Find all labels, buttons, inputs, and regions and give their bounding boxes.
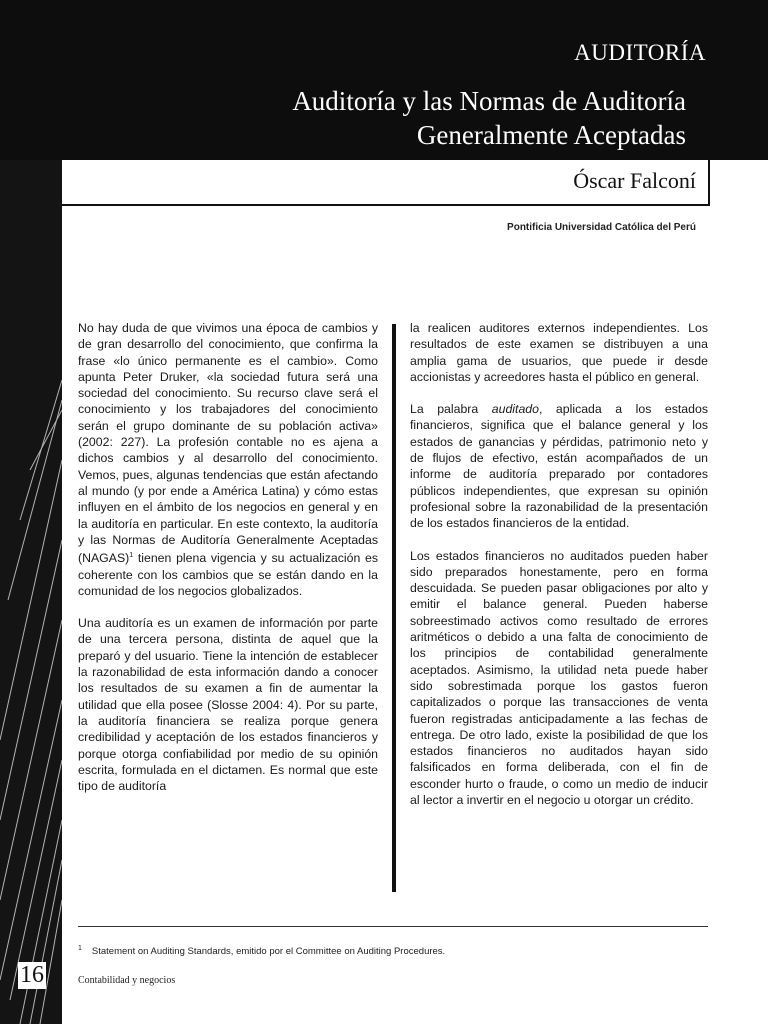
paragraph-text: La palabra bbox=[410, 402, 492, 417]
footnote-reference: 1 bbox=[129, 552, 134, 560]
paragraph-text: tienen plena vigencia y su actualización es coherente con los cambios que se están dando en la comunidad de los negocios globalizados. bbox=[78, 551, 378, 598]
title-line-2: Generalmente Aceptadas bbox=[416, 120, 686, 150]
left-column bbox=[78, 320, 378, 810]
header-band bbox=[0, 0, 768, 160]
footnote-text: Statement on Auditing Standards, emitido por el Committee on Auditing Procedures. bbox=[91, 946, 446, 958]
footnote-mark: 1 bbox=[78, 945, 82, 952]
author-box bbox=[62, 160, 710, 206]
paragraph bbox=[410, 401, 708, 531]
article-title bbox=[166, 84, 686, 152]
paragraph: Una auditoría es un examen de información por parte de una tercera persona, distinta de aquel que la preparó y del usuario. Tiene la intención de establecer la razonabilidad de esta información dando a conocer los resultados de su examen a fin de aumentar la utilidad que ella posee (Slosse 2004: 4). Por su parte, la auditoría financiera se realiza porque genera credibilidad y aceptación de los estados financieros y porque otorga confiabilidad por medio de su opinión escrita, formulada en el dictamen. Es normal que este tipo de auditoría bbox=[78, 616, 378, 794]
page-number: 16 bbox=[20, 962, 44, 988]
paragraph: Los estados financieros no auditados pueden haber sido preparados honestamente, pero en forma descuidada. Se pueden pasar obligaciones por alto y emitir el balance general. Pueden haberse sobreestimado activos como resultado de errores aritméticos o debido a una falta de conocimiento de los principios de contabilidad generalmente aceptados. Asimismo, la utilidad neta puede haber sido sobrestimada porque los gastos fueron capitalizados o porque las transacciones de venta fueron registradas anticipadamente a las fechas de entrega. De otro lado, existe la posibilidad de que los estados financieros no auditados hayan sido falsificados en forma deliberada, con el fin de esconder hurto o fraude, o como un medio de inducir al lector a invertir en el negocio u otorgar un crédito. bbox=[410, 548, 708, 808]
emphasized-word: auditado bbox=[491, 402, 539, 417]
author-affiliation: Pontificia Universidad Católica del Perú bbox=[507, 222, 696, 233]
author-name: Óscar Falconí bbox=[573, 168, 696, 193]
paragraph-text: No hay duda de que vivimos una época de cambios y de gran desarrollo del conocimiento, que confirma la frase «lo único permanente es el cambio». Como apunta Peter Druker, «la sociedad futura será una sociedad del conocimiento. Su recurso clave será el conocimiento y los trabajadores del conocimiento serán el grupo dominante de su población activa» (2002: 227). La profesión contable no es ajena a dichos cambios y al desarrollo del conocimiento. Vemos, pues, algunas tendencias que están afectando al mundo (y por ende a América Latina) y cómo estas influyen en el ámbito de los negocios en general y en la auditoría en particular. En este contexto, la auditoría y las Normas de Auditoría Generalmente Aceptadas (NAGAS) bbox=[78, 321, 378, 566]
right-column bbox=[410, 320, 708, 824]
footnote-divider bbox=[78, 926, 708, 927]
paragraph-text: , aplicada a los estados financieros, significa que el balance general y los estados de ganancias y pérdidas, patrimonio neto y de flujos de efectivo, están acompañados de un informe de auditoría preparado por contadores públicos independientes, que expresan su opinión profesional sobre la razonabilidad de la presentación de los estados financieros de la entidad. bbox=[410, 402, 708, 531]
paragraph: la realicen auditores externos independientes. Los resultados de este examen se distribuyen a una amplia gama de usuarios, que puede ir desde accionistas y acreedores hasta el público en general. bbox=[410, 321, 708, 384]
footnote bbox=[78, 945, 445, 957]
journal-name: Contabilidad y negocios bbox=[78, 975, 176, 986]
column-divider bbox=[392, 324, 396, 892]
section-label: AUDITORÍA bbox=[574, 40, 706, 65]
title-line-1: Auditoría y las Normas de Auditoría bbox=[292, 86, 686, 116]
paragraph bbox=[78, 320, 378, 599]
